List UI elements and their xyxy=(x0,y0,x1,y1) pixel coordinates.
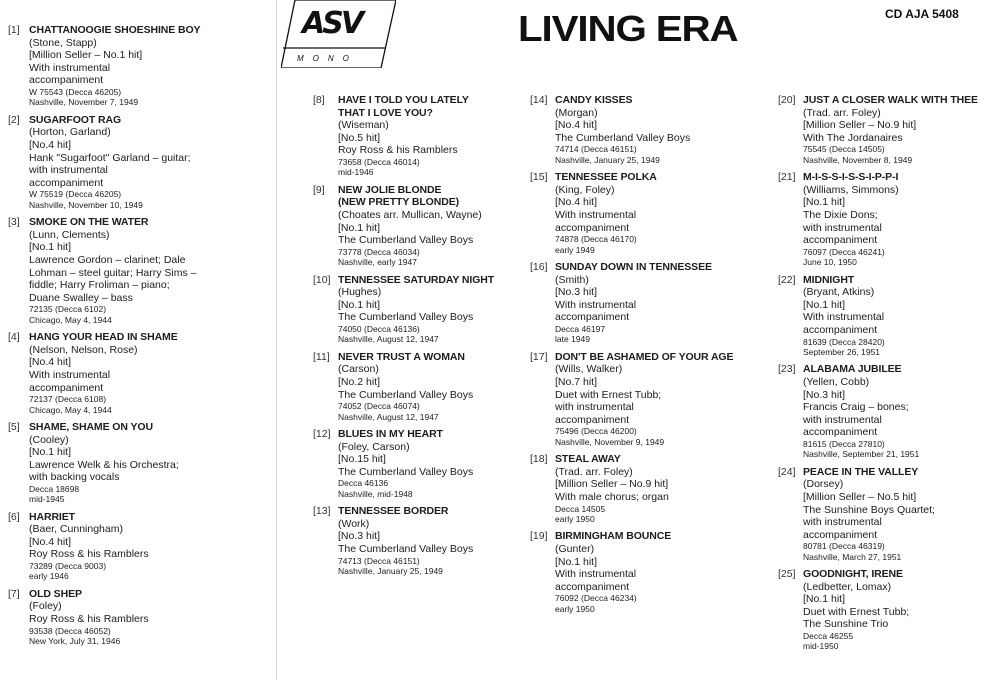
track-number: [23] xyxy=(778,363,796,376)
track-details xyxy=(29,216,273,325)
track-recording: 72135 (Decca 6102) xyxy=(29,304,107,315)
track-entry xyxy=(8,511,273,582)
track-writers: (Wills, Walker) xyxy=(555,363,623,376)
track-recording: Nashville, January 25, 1949 xyxy=(555,154,660,165)
track-writers: (Foley) xyxy=(29,600,62,613)
track-chart-position: [No.3 hit] xyxy=(803,388,846,401)
track-recording: W 75519 (Decca 46205) xyxy=(29,189,122,200)
track-writers: (Foley, Carson) xyxy=(338,440,410,453)
track-credit: With instrumental xyxy=(29,368,111,381)
track-credit: Roy Ross & his Ramblers xyxy=(29,548,149,561)
track-writers: (Bryant, Atkins) xyxy=(803,286,875,299)
track-title: THAT I LOVE YOU? xyxy=(338,106,433,119)
track-details xyxy=(803,466,998,562)
track-chart-position: [No.4 hit] xyxy=(29,535,72,548)
track-writers: (Wiseman) xyxy=(338,119,389,132)
track-credit: The Cumberland Valley Boys xyxy=(338,465,474,478)
track-credit: accompaniment xyxy=(555,580,630,593)
track-credit: With instrumental xyxy=(555,298,637,311)
track-recording: Nashville, mid-1948 xyxy=(338,488,413,499)
track-entry xyxy=(778,171,998,267)
track-number: [21] xyxy=(778,171,796,184)
track-column-4 xyxy=(778,94,998,658)
track-credit: accompaniment xyxy=(29,74,104,87)
track-recording: Nashville, November 9, 1949 xyxy=(555,436,665,447)
track-chart-position: [No.1 hit] xyxy=(29,446,72,459)
track-credit: accompaniment xyxy=(555,221,630,234)
track-title: SHAME, SHAME ON YOU xyxy=(29,420,153,433)
track-number: [5] xyxy=(8,420,20,433)
track-column-1 xyxy=(8,24,273,652)
track-number: [15] xyxy=(530,171,548,184)
track-writers: (Trad. arr. Foley) xyxy=(803,106,881,119)
track-credit: accompaniment xyxy=(803,323,878,336)
track-credit: Roy Ross & his Ramblers xyxy=(29,613,149,626)
track-details xyxy=(29,331,273,415)
track-credit: The Sunshine Trio xyxy=(803,618,889,631)
track-credit: With instrumental xyxy=(555,208,637,221)
track-entry xyxy=(8,114,273,210)
track-credit: The Sunshine Boys Quartet; xyxy=(803,503,935,516)
track-recording: Decca 46255 xyxy=(803,631,854,642)
track-credit: The Cumberland Valley Boys xyxy=(338,311,474,324)
track-title: JUST A CLOSER WALK WITH THEE xyxy=(803,94,978,106)
track-writers: (King, Foley) xyxy=(555,183,615,196)
track-recording: mid-1946 xyxy=(338,167,374,178)
track-recording: Nashville, August 12, 1947 xyxy=(338,334,439,345)
track-recording: early 1950 xyxy=(555,603,595,614)
track-entry xyxy=(313,428,523,499)
track-recording: Nashville, January 25, 1949 xyxy=(338,565,443,576)
track-recording: 73289 (Decca 9003) xyxy=(29,561,107,572)
track-chart-position: [No.7 hit] xyxy=(555,375,598,388)
track-title: STEAL AWAY xyxy=(555,453,621,466)
track-chart-position: [No.3 hit] xyxy=(555,286,598,299)
track-title: NEW JOLIE BLONDE xyxy=(338,183,442,196)
track-entry xyxy=(313,94,523,178)
track-entry xyxy=(530,351,770,447)
track-details xyxy=(803,363,998,459)
track-credit: with instrumental xyxy=(803,516,882,529)
track-details xyxy=(803,568,998,652)
track-recording: Nashville, November 7, 1949 xyxy=(29,97,139,108)
track-number: [10] xyxy=(313,273,331,286)
track-chart-position: [No.4 hit] xyxy=(555,119,598,132)
track-recording: Nashville, early 1947 xyxy=(338,257,417,268)
track-entry xyxy=(313,274,523,345)
track-chart-position: [No.1 hit] xyxy=(29,241,72,254)
track-entry xyxy=(8,216,273,325)
track-recording: early 1950 xyxy=(555,513,595,524)
track-writers: (Cooley) xyxy=(29,433,69,446)
track-title: PEACE IN THE VALLEY xyxy=(803,465,919,478)
track-details xyxy=(555,171,770,255)
track-credit: accompaniment xyxy=(29,176,104,189)
track-credit: The Cumberland Valley Boys xyxy=(338,388,474,401)
track-writers: (Smith) xyxy=(555,273,589,286)
track-number: [12] xyxy=(313,427,331,440)
track-writers: (Yellen, Cobb) xyxy=(803,375,870,388)
track-writers: (Carson) xyxy=(338,363,379,376)
track-title: DON'T BE ASHAMED OF YOUR AGE xyxy=(555,350,734,363)
track-recording: late 1949 xyxy=(555,334,590,345)
track-writers: (Nelson, Nelson, Rose) xyxy=(29,343,138,356)
track-recording: early 1946 xyxy=(29,571,69,582)
track-writers: (Trad. arr. Foley) xyxy=(555,465,633,478)
track-details xyxy=(803,274,998,358)
track-details xyxy=(555,530,770,614)
track-recording: mid-1950 xyxy=(803,641,839,652)
track-recording: 74713 (Decca 46151) xyxy=(338,555,420,566)
track-title: CANDY KISSES xyxy=(555,94,633,106)
track-details xyxy=(29,511,273,582)
track-writers: (Ledbetter, Lomax) xyxy=(803,580,892,593)
track-credit: Lawrence Welk & his Orchestra; xyxy=(29,458,179,471)
track-entry xyxy=(8,24,273,108)
track-number: [24] xyxy=(778,465,796,478)
track-credit: with backing vocals xyxy=(29,471,120,484)
track-credit: The Cumberland Valley Boys xyxy=(338,234,474,247)
track-entry xyxy=(530,453,770,524)
track-writers: (Horton, Garland) xyxy=(29,126,111,139)
track-title: HARRIET xyxy=(29,510,75,523)
track-credit: Roy Ross & his Ramblers xyxy=(338,144,458,157)
track-chart-position: [Million Seller – No.9 hit] xyxy=(555,478,669,491)
track-title: NEVER TRUST A WOMAN xyxy=(338,350,465,363)
track-number: [25] xyxy=(778,568,796,581)
track-title: TENNESSEE SATURDAY NIGHT xyxy=(338,273,495,286)
track-writers: (Williams, Simmons) xyxy=(803,183,899,196)
track-chart-position: [No.1 hit] xyxy=(803,298,846,311)
track-credit: Duet with Ernest Tubb; xyxy=(555,388,662,401)
track-credit: With instrumental xyxy=(803,311,885,324)
track-recording: 73658 (Decca 46014) xyxy=(338,156,420,167)
track-credit: Lawrence Gordon – clarinet; Dale xyxy=(29,253,186,266)
track-title: BLUES IN MY HEART xyxy=(338,427,443,440)
track-recording: 93538 (Decca 46052) xyxy=(29,625,111,636)
track-recording: 74052 (Decca 46074) xyxy=(338,401,420,412)
track-writers: (Dorsey) xyxy=(803,478,844,491)
track-credit: Duet with Ernest Tubb; xyxy=(803,605,910,618)
track-title: TENNESSEE POLKA xyxy=(555,171,657,184)
track-credit: with instrumental xyxy=(555,401,634,414)
track-number: [9] xyxy=(313,183,325,196)
track-credit: accompaniment xyxy=(29,381,104,394)
track-number: [16] xyxy=(530,260,548,273)
track-recording: Nashville, March 27, 1951 xyxy=(803,551,902,562)
living-era-brand: LIVING ERA xyxy=(518,8,738,49)
track-chart-position: [Million Seller – No.5 hit] xyxy=(803,490,917,503)
track-credit: Duane Swalley – bass xyxy=(29,291,133,304)
track-recording: Nashville, November 10, 1949 xyxy=(29,199,143,210)
asv-logo: ASV xyxy=(302,6,362,41)
track-recording: 76092 (Decca 46234) xyxy=(555,593,637,604)
track-chart-position: [No.1 hit] xyxy=(338,298,381,311)
track-writers: (Hughes) xyxy=(338,286,382,299)
track-details xyxy=(555,261,770,345)
track-chart-position: [No.5 hit] xyxy=(338,131,381,144)
track-number: [20] xyxy=(778,94,796,106)
track-details xyxy=(29,24,273,108)
track-credit: With male chorus; organ xyxy=(555,490,669,503)
track-credit: With instrumental xyxy=(29,61,111,74)
track-writers: (Work) xyxy=(338,517,370,530)
track-chart-position: [No.2 hit] xyxy=(338,375,381,388)
track-title: M-I-S-S-I-S-S-I-P-P-I xyxy=(803,171,899,184)
track-details xyxy=(555,94,770,165)
track-entry xyxy=(313,505,523,576)
track-recording: 80781 (Decca 46319) xyxy=(803,541,885,552)
track-recording: New York, July 31, 1946 xyxy=(29,636,121,647)
track-recording: Chicago, May 4, 1944 xyxy=(29,314,112,325)
track-recording: September 26, 1951 xyxy=(803,346,881,357)
track-number: [7] xyxy=(8,587,20,600)
track-recording: 81615 (Decca 27810) xyxy=(803,438,885,449)
track-number: [11] xyxy=(313,350,330,363)
track-title: HANG YOUR HEAD IN SHAME xyxy=(29,331,178,344)
track-recording: Decca 18698 xyxy=(29,483,80,494)
track-title: HAVE I TOLD YOU LATELY xyxy=(338,94,469,106)
track-credit: fiddle; Harry Froliman – piano; xyxy=(29,279,170,292)
track-chart-position: [No.1 hit] xyxy=(555,555,598,568)
track-title: TENNESSEE BORDER xyxy=(338,505,449,518)
track-title: OLD SHEP xyxy=(29,587,82,600)
track-entry xyxy=(530,94,770,165)
track-number: [22] xyxy=(778,273,796,286)
track-recording: 75545 (Decca 14505) xyxy=(803,144,885,155)
track-details xyxy=(803,171,998,267)
track-number: [17] xyxy=(530,350,548,363)
catalog-number: CD AJA 5408 xyxy=(885,7,959,21)
track-title: SUGARFOOT RAG xyxy=(29,113,122,126)
track-recording: 73778 (Decca 46034) xyxy=(338,246,420,257)
track-title: CHATTANOOGIE SHOESHINE BOY xyxy=(29,24,201,36)
track-number: [18] xyxy=(530,453,548,466)
track-recording: Decca 14505 xyxy=(555,503,606,514)
track-number: [1] xyxy=(8,24,20,36)
track-credit: The Dixie Dons; xyxy=(803,208,878,221)
track-recording: 76097 (Decca 46241) xyxy=(803,246,885,257)
track-number: [4] xyxy=(8,331,20,344)
track-number: [8] xyxy=(313,94,325,106)
track-credit: accompaniment xyxy=(803,234,878,247)
track-credit: accompaniment xyxy=(555,413,630,426)
track-entry xyxy=(778,466,998,562)
track-recording: 81639 (Decca 28420) xyxy=(803,336,885,347)
track-recording: Decca 46197 xyxy=(555,323,606,334)
track-details xyxy=(338,505,523,576)
track-details xyxy=(338,428,523,499)
track-details xyxy=(555,453,770,524)
track-title: BIRMINGHAM BOUNCE xyxy=(555,530,672,543)
track-entry xyxy=(778,363,998,459)
asv-logo-mono: MONO xyxy=(297,54,358,63)
track-credit: with instrumental xyxy=(803,413,882,426)
track-chart-position: [No.1 hit] xyxy=(803,593,846,606)
track-details xyxy=(338,94,523,178)
track-writers: (Gunter) xyxy=(555,542,595,555)
track-number: [2] xyxy=(8,113,20,126)
track-title: MIDNIGHT xyxy=(803,273,855,286)
track-credit: accompaniment xyxy=(803,528,878,541)
track-entry xyxy=(8,421,273,505)
track-column-3 xyxy=(530,94,770,620)
track-credit: With instrumental xyxy=(555,568,637,581)
track-entry xyxy=(8,588,273,647)
track-entry xyxy=(313,351,523,422)
track-details xyxy=(555,351,770,447)
track-recording: mid-1945 xyxy=(29,494,65,505)
track-entry xyxy=(778,94,998,165)
track-credit: accompaniment xyxy=(803,426,878,439)
track-recording: Nashville, August 12, 1947 xyxy=(338,411,439,422)
track-entry xyxy=(530,171,770,255)
track-recording: W 75543 (Decca 46205) xyxy=(29,86,122,97)
track-recording: Decca 46136 xyxy=(338,478,389,489)
track-title: GOODNIGHT, IRENE xyxy=(803,568,903,581)
track-details xyxy=(338,184,523,268)
track-entry xyxy=(313,184,523,268)
track-number: [6] xyxy=(8,510,20,523)
track-details xyxy=(338,351,523,422)
track-writers: (Baer, Cunningham) xyxy=(29,523,123,536)
track-chart-position: [Million Seller – No.9 hit] xyxy=(803,119,917,132)
track-title: (NEW PRETTY BLONDE) xyxy=(338,196,459,209)
track-recording: 74714 (Decca 46151) xyxy=(555,144,637,155)
track-number: [3] xyxy=(8,216,20,229)
track-title: SUNDAY DOWN IN TENNESSEE xyxy=(555,260,712,273)
track-writers: (Morgan) xyxy=(555,106,598,119)
track-credit: With The Jordanaires xyxy=(803,131,903,144)
track-details xyxy=(338,274,523,345)
track-credit: Lohman – steel guitar; Harry Sims – xyxy=(29,266,197,279)
track-writers: (Stone, Stapp) xyxy=(29,36,97,49)
track-column-2 xyxy=(313,94,523,582)
track-credit: with instrumental xyxy=(29,164,108,177)
track-recording: Nashville, September 21, 1951 xyxy=(803,449,920,460)
track-chart-position: [No.15 hit] xyxy=(338,453,386,466)
track-recording: 72137 (Decca 6108) xyxy=(29,394,107,405)
track-number: [13] xyxy=(313,505,331,518)
track-credit: Hank "Sugarfoot" Garland – guitar; xyxy=(29,151,191,164)
track-chart-position: [No.4 hit] xyxy=(29,138,72,151)
track-title: ALABAMA JUBILEE xyxy=(803,363,902,376)
track-credit: with instrumental xyxy=(803,221,882,234)
track-chart-position: [Million Seller – No.1 hit] xyxy=(29,49,143,62)
track-entry xyxy=(778,568,998,652)
track-details xyxy=(803,94,998,165)
track-chart-position: [No.4 hit] xyxy=(29,356,72,369)
track-entry xyxy=(530,530,770,614)
track-chart-position: [No.3 hit] xyxy=(338,530,381,543)
fold-line xyxy=(276,0,277,680)
track-chart-position: [No.1 hit] xyxy=(338,221,381,234)
track-recording: Chicago, May 4, 1944 xyxy=(29,404,112,415)
track-credit: accompaniment xyxy=(555,311,630,324)
track-entry xyxy=(778,274,998,358)
track-chart-position: [No.4 hit] xyxy=(555,196,598,209)
track-details xyxy=(29,588,273,647)
track-chart-position: [No.1 hit] xyxy=(803,196,846,209)
track-details xyxy=(29,421,273,505)
track-recording: early 1949 xyxy=(555,244,595,255)
track-writers: (Choates arr. Mullican, Wayne) xyxy=(338,208,482,221)
track-recording: 75496 (Decca 46200) xyxy=(555,426,637,437)
track-details xyxy=(29,114,273,210)
track-credit: The Cumberland Valley Boys xyxy=(555,131,691,144)
track-entry xyxy=(530,261,770,345)
track-recording: 74878 (Decca 46170) xyxy=(555,234,637,245)
track-number: [14] xyxy=(530,94,548,106)
track-writers: (Lunn, Clements) xyxy=(29,228,110,241)
track-entry xyxy=(8,331,273,415)
track-recording: June 10, 1950 xyxy=(803,257,857,268)
track-credit: The Cumberland Valley Boys xyxy=(338,542,474,555)
track-number: [19] xyxy=(530,530,548,543)
track-credit: Francis Craig – bones; xyxy=(803,401,909,414)
track-recording: 74050 (Decca 46136) xyxy=(338,323,420,334)
track-recording: Nashville, November 8, 1949 xyxy=(803,154,913,165)
track-title: SMOKE ON THE WATER xyxy=(29,216,149,229)
